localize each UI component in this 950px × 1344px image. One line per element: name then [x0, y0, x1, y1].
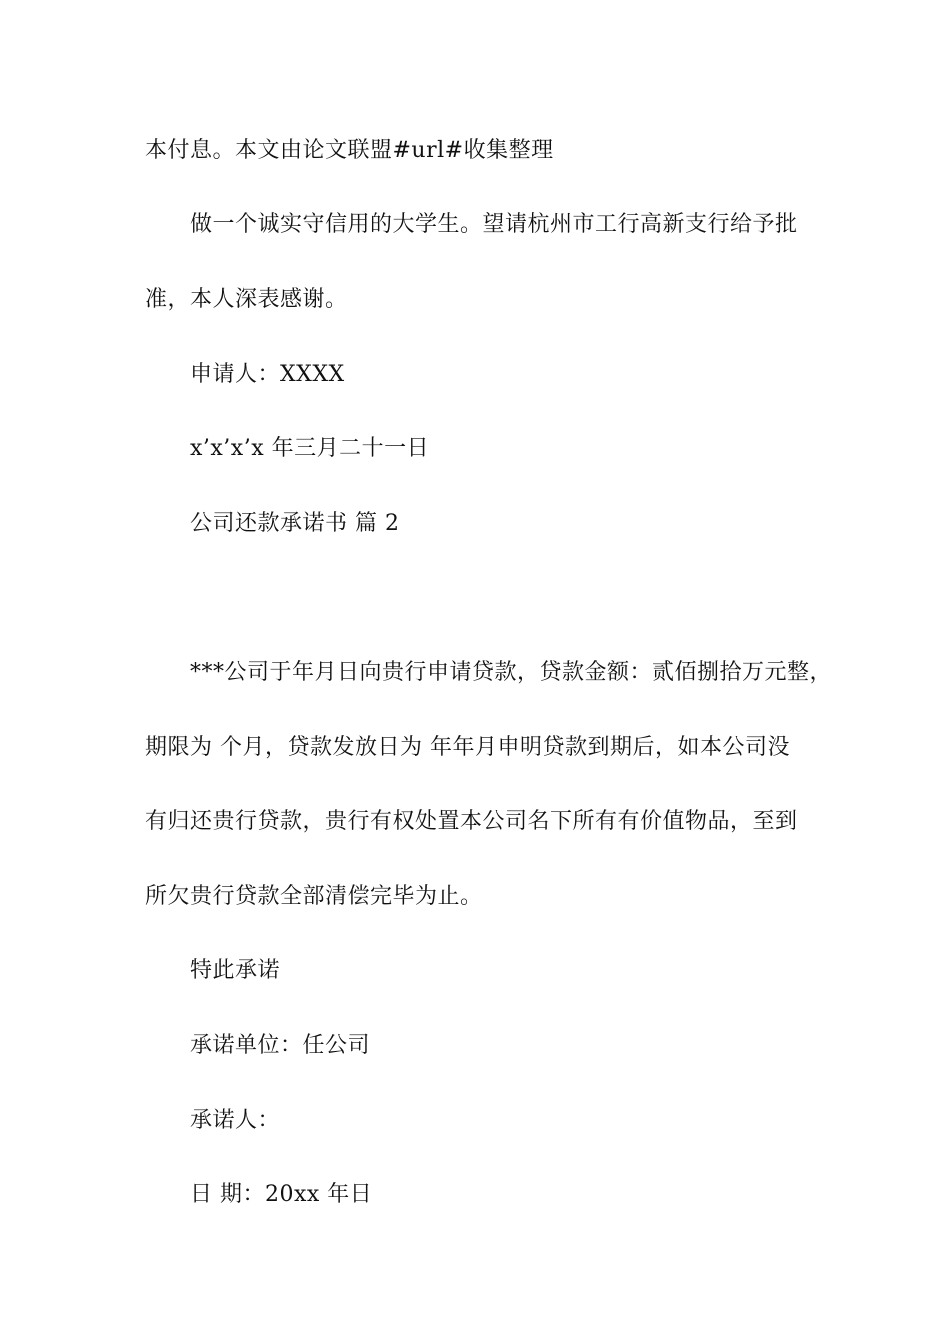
body-text-line: ***公司于年月日向贵行申请贷款，贷款金额：贰佰捌拾万元整， [190, 660, 833, 685]
signature-date-line: 日 期：20xx 年日 [190, 1182, 373, 1207]
section-heading: 公司还款承诺书 篇 2 [190, 511, 400, 536]
body-text-line: 准，本人深表感谢。 [145, 287, 348, 312]
body-text-line: 本付息。本文由论文联盟#url#收集整理 [145, 138, 554, 163]
date-line: x’x’x’x 年三月二十一日 [190, 436, 430, 461]
committing-unit-line: 承诺单位：任公司 [190, 1033, 371, 1058]
body-text-line: 所欠贵行贷款全部清偿完毕为止。 [145, 884, 483, 909]
committing-person-line: 承诺人： [190, 1108, 281, 1133]
body-text-line: 期限为 个月，贷款发放日为 年年月申明贷款到期后，如本公司没 [145, 735, 790, 760]
commitment-line: 特此承诺 [190, 958, 281, 983]
body-text-line: 有归还贵行贷款，贵行有权处置本公司名下所有有价值物品，至到 [145, 809, 798, 834]
applicant-line: 申请人：XXXX [190, 362, 345, 387]
body-text-line: 做一个诚实守信用的大学生。望请杭州市工行高新支行给予批 [190, 212, 798, 237]
